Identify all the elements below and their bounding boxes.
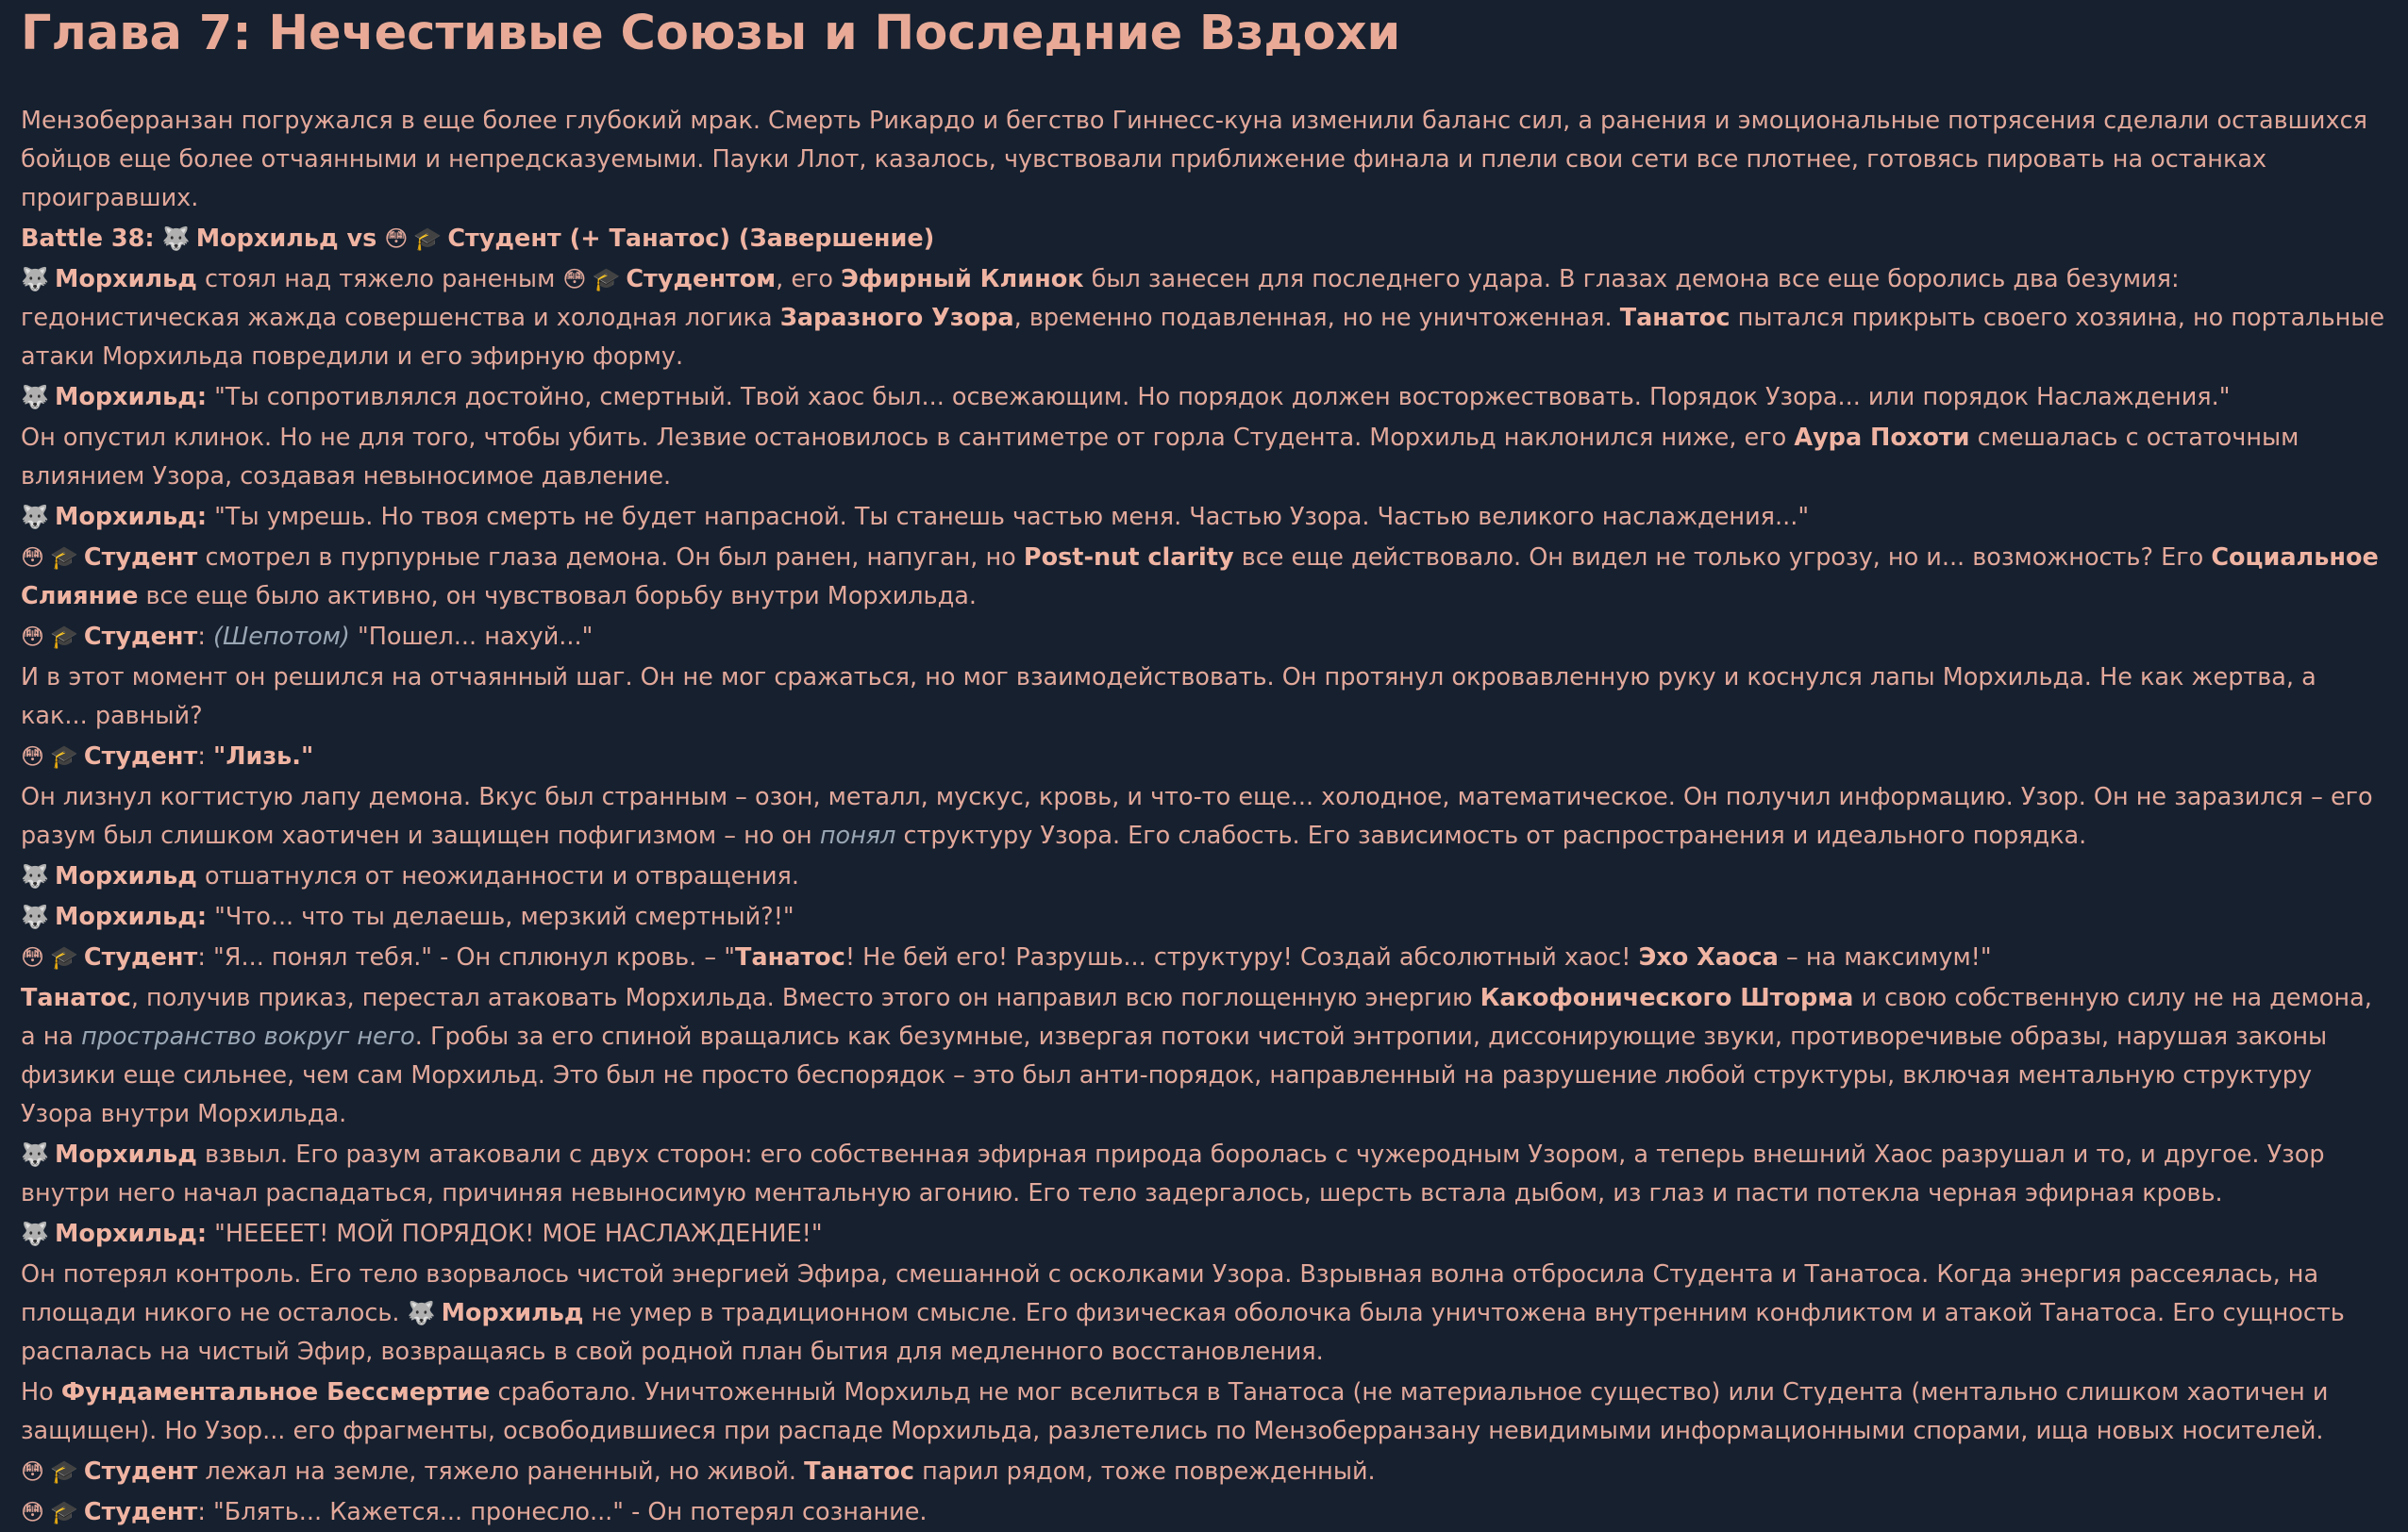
speech-student: 😳 🎓 Студент: "Блять... Кажется... пронесло..." - Он потерял сознание. (21, 1493, 2387, 1532)
wolf-icon: 🐺 (21, 863, 49, 890)
text-span: , получив приказ, перестал атаковать Морхильда. Вместо этого он направил всю поглощенную энергию (130, 984, 1473, 1012)
speaker-name: Студент (83, 1498, 198, 1526)
battle-label: Battle 38: (21, 225, 155, 253)
text-span: был занесен для последнего удара. В глазах демона все еще боролись два безумия: гедонистическая жажда совершенства и холодная логика (21, 265, 2180, 332)
speaker-name: Морхильд (55, 1141, 197, 1169)
paragraph-text: Мензоберранзан погружался в еще более глубокий мрак. Смерть Рикардо и бегство Гиннесс-куна изменили баланс сил, а ранения и эмоциональные потрясения сделали оставшихся бойцов еще более отчаянными и непредсказуемыми. Пауки Ллот, казалось, чувствовали приближение финала и плели свои сети все плотнее, готовясь пировать на останках проигравших. (21, 107, 2367, 212)
paragraph-blade-lowered (21, 419, 2387, 496)
battle-fighter-right: Студент (+ Танатос) (Завершение) (447, 225, 935, 253)
text-span: парил рядом, тоже поврежденный. (922, 1457, 1376, 1486)
grad-cap-icon: 🎓 (50, 1499, 78, 1525)
speaker-name: Морхильд (55, 1220, 197, 1248)
term-clarity: Post-nut clarity (1023, 543, 1234, 572)
speaker-name: Студент (83, 543, 198, 572)
speaker-name: Морхильд (55, 503, 197, 531)
wolf-icon: 🐺 (21, 904, 49, 930)
speaker-name: Студент (83, 943, 198, 972)
paragraph-lick (21, 778, 2387, 856)
grad-cap-icon: 🎓 (50, 544, 78, 571)
speaker-name: Студент (83, 1457, 198, 1486)
wolf-icon: 🐺 (21, 266, 49, 292)
text-span: лежал на земле, тяжело раненный, но живой. (205, 1457, 797, 1486)
speech-student: 😳 🎓 Студент: (Шепотом) "Пошел... нахуй..." (21, 618, 2387, 657)
speech-text: "Пошел... нахуй..." (357, 623, 594, 651)
text-span: ! Не бей его! Разрушь... структуру! Создай абсолютный хаос! (844, 943, 1631, 972)
battle-heading (21, 220, 2387, 258)
text-span: , временно подавленная, но не уничтоженная. (1013, 304, 1613, 332)
name-tanatos: Танатос (804, 1457, 914, 1486)
wolf-icon: 🐺 (21, 1221, 49, 1247)
action-text: взвыл. Его разум атаковали с двух сторон: его собственная эфирная природа боролась с чужеродным Узором, а теперь внешний Хаос разрушал и то, и другое. Узор внутри него начал распадаться, причиняя невыносимую ментальную агонию. Его тело задергалось, шерсть встала дыбом, из глаз и пасти потекла черная эфирная кровь. (21, 1141, 2325, 1207)
speech-morkhild: 🐺 Морхильд: "Ты умрешь. Но твоя смерть не будет напрасной. Ты станешь частью меня. Частью Узора. Частью великого наслаждения..." (21, 498, 2387, 537)
paragraph-morkhild-stands (21, 260, 2387, 376)
paragraph-tanatos-chaos (21, 979, 2387, 1134)
student-face-icon: 😳 (562, 266, 587, 292)
speech-morkhild: 🐺 Морхильд: "Что... что ты делаешь, мерзкий смертный?!" (21, 898, 2387, 937)
name-tanatos: Танатос (21, 984, 131, 1012)
text-span: все еще действовало. Он видел не только угрозу, но и... возможность? Его (1241, 543, 2204, 572)
student-face-icon: 😳 (21, 544, 45, 571)
term-immortality: Фундаментальное Бессмертие (60, 1378, 491, 1407)
speaker-name: Морхильд (55, 265, 197, 293)
student-face-icon: 😳 (21, 1499, 45, 1525)
student-face-icon: 😳 (21, 743, 45, 770)
emphasis-understood: понял (819, 822, 896, 850)
text-span: не умер в традиционном смысле. Его физическая оболочка была уничтожена внутренним конфликтом и атакой Танатоса. Его сущность распалась на чистый Эфир, возвращаясь в свой родной план бытия для медленного восстановления. (21, 1299, 2345, 1366)
text-span: пытался прикрыть своего хозяина, но портальные атаки Морхильда повредили и его эфирную форму. (21, 304, 2385, 371)
speech-text: "Блять... Кажется... пронесло..." - Он потерял сознание. (213, 1498, 928, 1526)
text-span: структуру Узора. Его слабость. Его зависимость от распространения и идеального порядка. (903, 822, 2087, 850)
text-span: все еще было активно, он чувствовал борьбу внутри Морхильда. (145, 582, 977, 610)
speech-text: "НЕЕЕЕТ! МОЙ ПОРЯДОК! МОЕ НАСЛАЖДЕНИЕ!" (214, 1220, 823, 1248)
term-echo-chaos: Эхо Хаоса (1638, 943, 1779, 972)
paragraph-aftermath (21, 1453, 2387, 1491)
action-morkhild (21, 858, 2387, 896)
text-span: сработало. Уничтоженный Морхильд не мог вселиться в Танатоса (не материальное существо) или Студента (ментально слишком хаотичен и защищен). Но Узор... его фрагменты, освободившиеся при распаде Морхильда, разлетелись по Мензоберранзану невидимыми информационными спорами, ища новых носителей. (21, 1378, 2329, 1445)
speech-text: "Лизь." (213, 742, 314, 771)
term-storm: Какофонического Шторма (1480, 984, 1854, 1012)
wolf-icon: 🐺 (161, 225, 191, 252)
chapter-title: Глава 7: Нечестивые Союзы и Последние Вздохи (21, 6, 1401, 61)
student-face-icon: 😳 (21, 1458, 45, 1485)
text-span: Но (21, 1378, 54, 1407)
speech-morkhild: 🐺 Морхильд: "НЕЕЕЕТ! МОЙ ПОРЯДОК! МОЕ НАСЛАЖДЕНИЕ!" (21, 1215, 2387, 1254)
speaker-name: Морхильд (55, 862, 197, 891)
grad-cap-icon: 🎓 (50, 743, 78, 770)
paragraph-explosion (21, 1256, 2387, 1372)
speaker-name: Морхильд (55, 383, 197, 411)
paragraph-desperate-step (21, 658, 2387, 736)
emphasis-space: пространство вокруг него (81, 1023, 415, 1051)
chapter-body (21, 102, 2387, 1532)
paragraph-text: И в этот момент он решился на отчаянный шаг. Он не мог сражаться, но мог взаимодействовать. Он протянул окровавленную руку и коснулся лапы Морхильда. Не как жертва, а как... равный? (21, 663, 2316, 730)
grad-cap-icon: 🎓 (50, 944, 78, 971)
grad-cap-icon: 🎓 (50, 624, 78, 650)
stage-note: (Шепотом) (213, 623, 350, 651)
text-span: стоял над тяжело раненым (204, 265, 556, 293)
text-span: – на максимум!" (1786, 943, 1992, 972)
text-span: и свою собственную силу не на демона, а на (21, 984, 2372, 1051)
wolf-icon: 🐺 (21, 384, 49, 410)
name-morkhild: Морхильд (441, 1299, 584, 1327)
text-span: смотрел в пурпурные глаза демона. Он был ранен, напуган, но (205, 543, 1016, 572)
text-span: Он опустил клинок. Но не для того, чтобы убить. Лезвие остановилось в сантиметре от горла Студента. Морхильд наклонился ниже, его (21, 424, 1787, 452)
speech-text: "Что... что ты делаешь, мерзкий смертный?!" (214, 903, 794, 931)
wolf-icon: 🐺 (407, 1300, 436, 1326)
text-span: Он лизнул когтистую лапу демона. Вкус был странным – озон, металл, мускус, кровь, и что-то еще... холодное, математическое. Он получил информацию. Узор. Он не заразился – его разум был слишком хаотичен и защищен пофигизмом – но он (21, 783, 2373, 850)
name-tanatos: Танатос (1619, 304, 1731, 332)
speaker-name: Студент (83, 742, 198, 771)
battle-fighter-left: Морхильд vs (195, 225, 377, 253)
grad-cap-icon: 🎓 (413, 225, 443, 252)
paragraph-intro (21, 102, 2387, 218)
action-morkhild (21, 1136, 2387, 1213)
text-span: . Гробы за его спиной вращались как безумные, извергая потоки чистой энтропии, диссонирующие звуки, противоречивые образы, нарушая законы физики еще сильнее, чем сам Морхильд. Это был не просто беспорядок – это был анти-порядок, направленный на разрушение любой структуры, включая ментальную структуру Узора внутри Морхильда. (21, 1023, 2328, 1128)
speech-student: 😳 🎓 Студент: "Лизь." (21, 738, 2387, 776)
wolf-icon: 🐺 (21, 504, 49, 530)
speaker-name: Морхильд (55, 903, 197, 931)
action-text: отшатнулся от неожиданности и отвращения. (204, 862, 799, 891)
text-span: , его (776, 265, 834, 293)
grad-cap-icon: 🎓 (50, 1458, 78, 1485)
text-span: Он потерял контроль. Его тело взорвалось чистой энергией Эфира, смешанной с осколками Узора. Взрывная волна отбросила Студента и Танатоса. Когда энергия рассеялась, на площади никого не осталось. (21, 1260, 2319, 1327)
grad-cap-icon: 🎓 (592, 266, 621, 292)
paragraph-immortality (21, 1374, 2387, 1451)
speech-text: "Ты умрешь. Но твоя смерть не будет напрасной. Ты станешь частью меня. Частью Узора. Частью великого наслаждения..." (214, 503, 1810, 531)
wolf-icon: 🐺 (21, 1141, 49, 1168)
speech-student-command: 😳 🎓 Студент: "Я... понял тебя." - Он сплюнул кровь. – "Танатос! Не бей его! Разрушь... структуру! Создай абсолютный хаос! Эхо Хаоса – на максимум!" (21, 939, 2387, 977)
name-student: Студентом (626, 265, 777, 293)
paragraph-student-looks (21, 539, 2387, 616)
speaker-name: Студент (83, 623, 198, 651)
term-pattern: Заразного Узора (779, 304, 1014, 332)
term-ether-blade: Эфирный Клинок (841, 265, 1084, 293)
student-face-icon: 😳 (384, 225, 409, 252)
speech-text: "Ты сопротивлялся достойно, смертный. Твой хаос был... освежающим. Но порядок должен восторжествовать. Порядок Узора... или порядок Наслаждения." (214, 383, 2231, 411)
student-face-icon: 😳 (21, 944, 45, 971)
text-span: смешалась с остаточным влиянием Узора, создавая невыносимое давление. (21, 424, 2299, 491)
speech-morkhild: 🐺 Морхильд: "Ты сопротивлялся достойно, смертный. Твой хаос был... освежающим. Но порядок должен восторжествовать. Порядок Узора... или порядок Наслаждения." (21, 378, 2387, 417)
name-tanatos: Танатос (734, 943, 845, 972)
student-face-icon: 😳 (21, 624, 45, 650)
term-aura: Аура Похоти (1794, 424, 1970, 452)
term-social-merge: Социальное Слияние (21, 543, 2379, 610)
text-span: "Я... понял тебя." - Он сплюнул кровь. – " (213, 943, 735, 972)
